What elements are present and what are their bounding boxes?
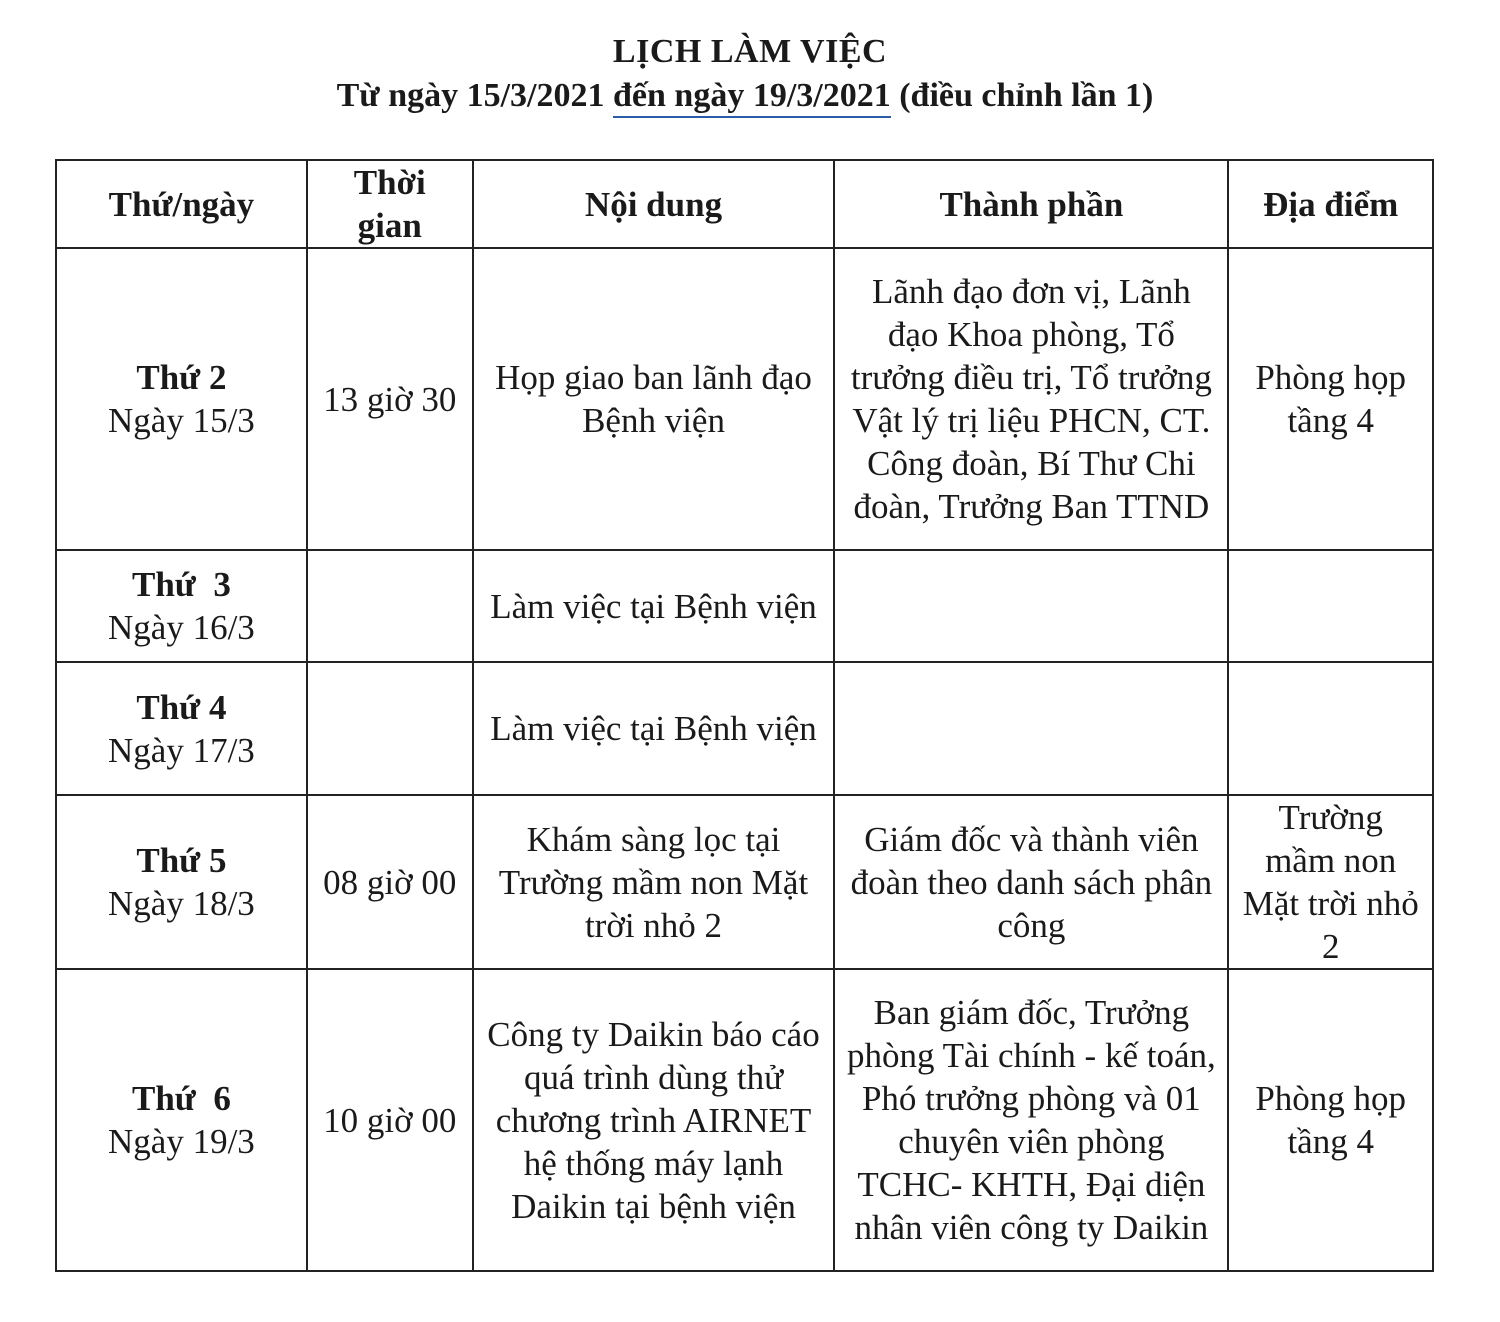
place-cell: Phòng họp tầng 4 <box>1228 969 1433 1271</box>
place-cell: Phòng họp tầng 4 <box>1228 248 1433 550</box>
time-cell: 10 giờ 00 <box>307 969 473 1271</box>
header-time: Thời gian <box>307 160 473 248</box>
members-cell: Lãnh đạo đơn vị, Lãnh đạo Khoa phòng, Tổ trưởng điều trị, Tổ trưởng Vật lý trị liệu PHCN, CT. Công đoàn, Bí Thư Chi đoàn, Trưởng Ban TTND <box>834 248 1228 550</box>
weekday: Thứ 5 <box>136 841 227 880</box>
date: Ngày 17/3 <box>108 730 255 770</box>
content-cell: Khám sàng lọc tại Trường mầm non Mặt trời nhỏ 2 <box>473 795 835 969</box>
date: Ngày 19/3 <box>108 1122 255 1161</box>
header-day: Thứ/ngày <box>56 160 307 248</box>
schedule-table <box>55 159 1434 1272</box>
date: Ngày 18/3 <box>108 884 255 923</box>
members-cell: Giám đốc và thành viên đoàn theo danh sách phân công <box>834 795 1228 969</box>
document-title <box>0 30 1500 118</box>
content-cell: Họp giao ban lãnh đạo Bệnh viện <box>473 248 835 550</box>
place-cell <box>1228 550 1433 662</box>
content-cell: Công ty Daikin báo cáo quá trình dùng thử chương trình AIRNET hệ thống máy lạnh Daikin tại bệnh viện <box>473 969 835 1271</box>
time-cell: 08 giờ 00 <box>307 795 473 969</box>
table-row <box>56 795 1433 969</box>
weekday: Thứ 6 <box>132 1079 231 1118</box>
time-cell <box>307 662 473 795</box>
table-row <box>56 662 1433 795</box>
place-cell: Trường mầm non Mặt trời nhỏ 2 <box>1228 795 1433 969</box>
members-cell <box>834 662 1228 795</box>
weekday: Thứ 2 <box>136 358 227 397</box>
day-cell <box>56 795 307 969</box>
day-cell <box>56 969 307 1271</box>
day-cell <box>56 662 307 795</box>
schedule-title: LỊCH LÀM VIỆC <box>612 33 888 70</box>
time-cell: 13 giờ 30 <box>307 248 473 550</box>
table-row <box>56 248 1433 550</box>
weekday: Thứ 4 <box>136 687 227 727</box>
date-range-suffix: (điều chỉnh lần 1) <box>890 77 1154 114</box>
date: Ngày 16/3 <box>108 608 255 647</box>
header-content: Nội dung <box>473 160 835 248</box>
day-cell <box>56 248 307 550</box>
header-members: Thành phần <box>834 160 1228 248</box>
schedule-date-range <box>0 74 1500 118</box>
table-row <box>56 550 1433 662</box>
date-range-prefix: Từ ngày 15/3/2021 <box>336 77 614 114</box>
table-header-row <box>56 160 1433 248</box>
place-cell <box>1228 662 1433 795</box>
time-cell <box>307 550 473 662</box>
day-cell <box>56 550 307 662</box>
date-range-underlined: đến ngày 19/3/2021 <box>613 77 891 118</box>
table-row <box>56 969 1433 1271</box>
header-place: Địa điểm <box>1228 160 1433 248</box>
members-cell: Ban giám đốc, Trưởng phòng Tài chính - kế toán, Phó trưởng phòng và 01 chuyên viên phòng TCHC- KHTH, Đại diện nhân viên công ty Daikin <box>834 969 1228 1271</box>
content-cell: Làm việc tại Bệnh viện <box>473 662 835 795</box>
weekday: Thứ 3 <box>132 565 231 604</box>
date: Ngày 15/3 <box>108 401 255 440</box>
members-cell <box>834 550 1228 662</box>
content-cell: Làm việc tại Bệnh viện <box>473 550 835 662</box>
